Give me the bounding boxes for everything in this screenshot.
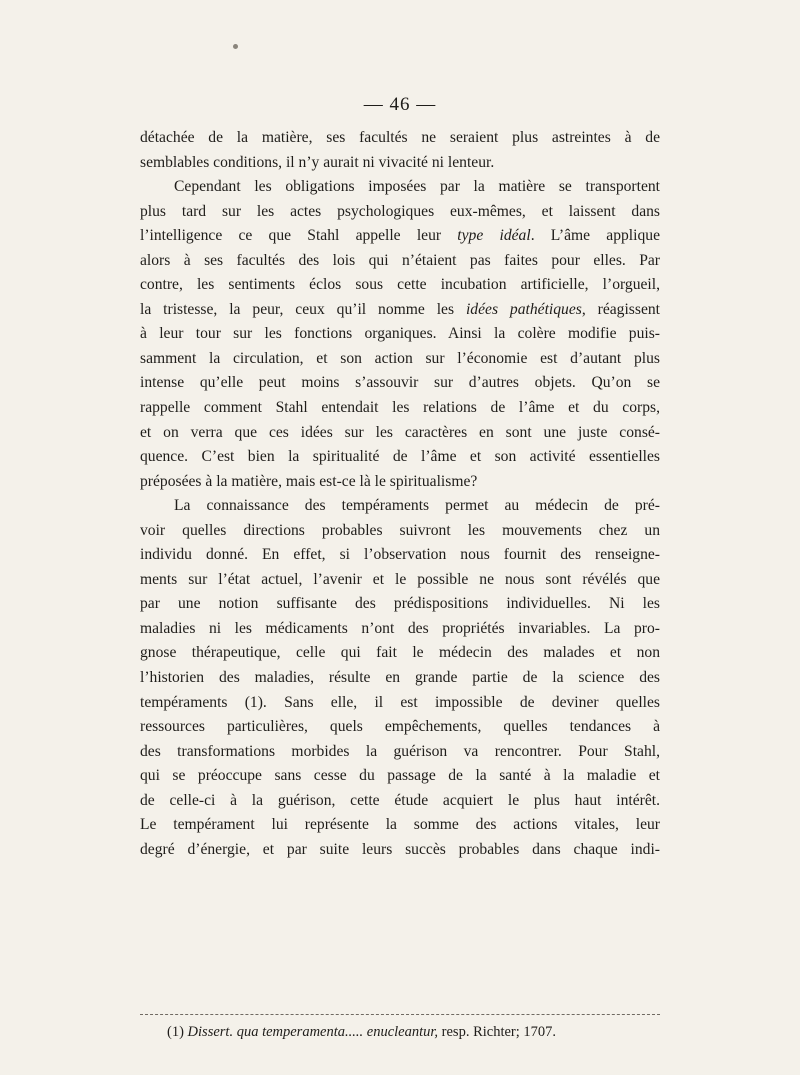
text-line: alors à ses facultés des lois qui n’étaient pas faites pour elles. Par	[140, 251, 660, 269]
text-line: Le tempérament lui représente la somme des actions vitales, leur	[140, 816, 660, 834]
text-segment: . L’âme applique	[530, 227, 660, 245]
text-line: l’historien des maladies, résulte en grande partie de la science des	[140, 669, 660, 687]
text-line: voir quelles directions probables suivront les mouvements chez un	[140, 521, 660, 539]
paper-speck	[233, 44, 238, 49]
paragraph-start-line: Cependant les obligations imposées par la matière se transportent	[174, 178, 660, 196]
footnote-divider	[140, 1014, 660, 1015]
text-line: individu donné. En effet, si l’observation nous fournit des renseigne-	[140, 546, 660, 564]
text-line	[140, 298, 660, 323]
footnote-title: Dissert. qua temperamenta..... enucleantur,	[187, 1024, 439, 1040]
text-line	[140, 224, 660, 249]
text-segment: l’intelligence ce que Stahl appelle leur	[140, 227, 458, 245]
italic-term: type idéal	[457, 227, 531, 245]
text-line: de celle-ci à la guérison, cette étude acquiert le plus haut intérêt.	[140, 791, 660, 809]
text-line: samment la circulation, et son action sur l’économie est d’autant plus	[140, 349, 660, 367]
paragraph-start-line: La connaissance des tempéraments permet au médecin de pré-	[174, 497, 660, 515]
text-line: et on verra que ces idées sur les caractères en sont une juste consé-	[140, 423, 660, 441]
text-line: à leur tour sur les fonctions organiques. Ainsi la colère modifie puis-	[140, 325, 660, 343]
text-line: tempéraments (1). Sans elle, il est impossible de deviner quelles	[140, 693, 660, 711]
text-line: préposées à la matière, mais est-ce là le spiritualisme?	[140, 472, 478, 490]
text-line: ments sur l’état actuel, l’avenir et le possible ne nous sont révélés que	[140, 570, 660, 588]
text-line: intense qu’elle peut moins s’assouvir sur d’autres objets. Qu’on se	[140, 374, 660, 392]
text-segment: , réagissent	[581, 300, 660, 318]
text-line: des transformations morbides la guérison va rencontrer. Pour Stahl,	[140, 742, 660, 760]
footnote	[167, 1024, 556, 1041]
italic-term: idées pathétiques	[465, 300, 582, 318]
text-line: par une notion suffisante des prédispositions individuelles. Ni les	[140, 595, 660, 613]
footnote-marker: (1)	[167, 1024, 184, 1040]
text-line: gnose thérapeutique, celle qui fait le médecin des malades et non	[140, 644, 660, 662]
text-line: plus tard sur les actes psychologiques eux-mêmes, et laissent dans	[140, 202, 660, 220]
text-line: qui se préoccupe sans cesse du passage de la santé à la maladie et	[140, 767, 660, 785]
text-line: ressources particulières, quels empêchements, quelles tendances à	[140, 718, 660, 736]
text-line: rappelle comment Stahl entendait les relations de l’âme et du corps,	[140, 399, 660, 417]
body-text	[140, 126, 660, 862]
footnote-rest: resp. Richter; 1707.	[441, 1024, 557, 1040]
text-line: maladies ni les médicaments n’ont des propriétés invariables. La pro-	[140, 619, 660, 637]
text-line: degré d’énergie, et par suite leurs succès probables dans chaque indi-	[140, 840, 660, 858]
text-line: quence. C’est bien la spiritualité de l’âme et son activité essentielles	[140, 448, 660, 466]
text-line: détachée de la matière, ses facultés ne seraient plus astreintes à de	[140, 129, 660, 146]
text-line: semblables conditions, il n’y aurait ni vivacité ni lenteur.	[140, 153, 495, 171]
text-segment: la tristesse, la peur, ceux qu’il nomme les	[140, 300, 466, 318]
page-number: — 46 —	[363, 94, 437, 115]
text-line: contre, les sentiments éclos sous cette incubation artificielle, l’orgueil,	[140, 276, 660, 294]
